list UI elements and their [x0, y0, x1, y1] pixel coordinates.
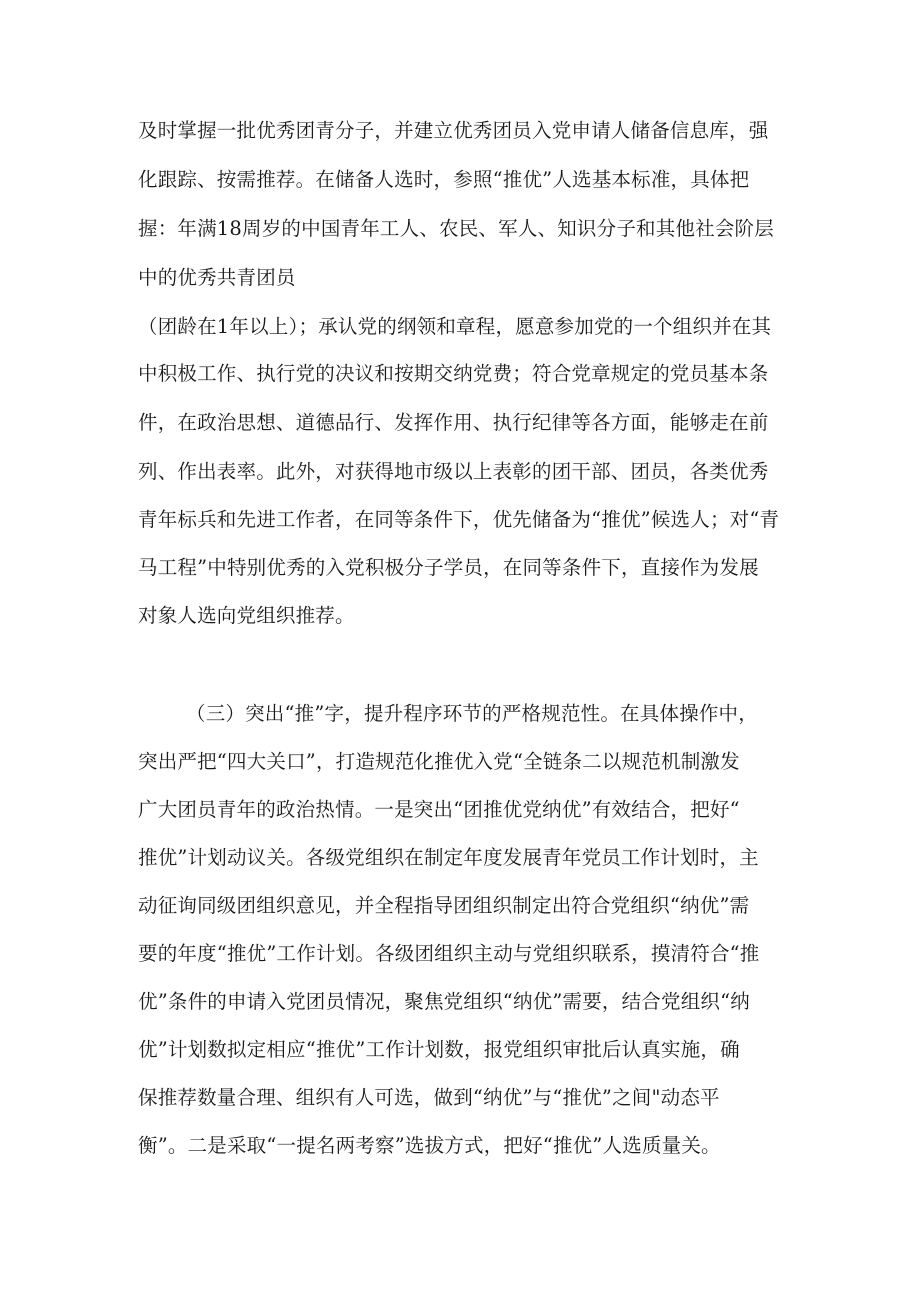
text-line: 要的年度“推优”工作计划。各级团组织主动与党组织联系，摸清符合“推 [138, 942, 760, 965]
text-line: 突出严把“四大关口”，打造规范化推优入党“全链条二以规范机制激发 [138, 750, 740, 773]
text-line: 广大团员青年的政治热情。一是突出“团推优党纳优”有效结合，把好“ [138, 798, 740, 821]
text-line: 及时掌握一批优秀团青分子，并建立优秀团员入党申请人储备信息库，强 [138, 119, 769, 142]
text-line: 推优”计划动议关。各级党组织在制定年度发展青年党员工作计划时，主 [138, 846, 759, 869]
text-line: 件，在政治思想、道德品行、发挥作用、执行纪律等各方面，能够走在前 [138, 411, 769, 434]
text-line: 青年标兵和先进工作者，在同等条件下，优先储备为“推优”候选人；对“青 [138, 508, 780, 531]
text-line: 优”计划数拟定相应“推优”工作计划数，报党组织审批后认真实施，确 [138, 1038, 740, 1061]
text-line: 中的优秀共青团员 [138, 266, 296, 289]
text-line: 握：年满18周岁的中国青年工人、农民、军人、知识分子和其他社会阶层 [138, 217, 774, 240]
text-line: 优”条件的申请入党团员情况，聚焦党组织“纳优”需要，结合党组织“纳 [138, 990, 750, 1013]
text-line: 衡”。二是采取“一提名两考察”选拔方式，把好“推优”人选质量关。 [138, 1134, 721, 1157]
text-line: 保推荐数量合理、组织有人可选，做到“纳优”与“推优”之间"动态平 [138, 1086, 720, 1109]
text-line: 化跟踪、按需推荐。在储备人选时，参照“推优”人选基本标准，具体把 [138, 168, 750, 191]
text-line: 动征询同级团组织意见，并全程指导团组织制定出符合党组织“纳优”需 [138, 894, 750, 917]
text-line: 列、作出表率。此外，对获得地市级以上表彰的团干部、团员，各类优秀 [138, 460, 769, 483]
text-line: （团龄在1年以上）；承认党的纲领和章程，愿意参加党的一个组织并在其 [138, 315, 772, 338]
text-line: 马工程”中特别优秀的入党积极分子学员，在同等条件下，直接作为发展 [138, 556, 759, 579]
text-line: 中积极工作、执行党的决议和按期交纳党费；符合党章规定的党员基本条 [138, 362, 769, 385]
text-line: 对象人选向党组织推荐。 [138, 604, 355, 627]
text-line: （三）突出“推”字，提升程序环节的严格规范性。在具体操作中， [186, 702, 758, 725]
